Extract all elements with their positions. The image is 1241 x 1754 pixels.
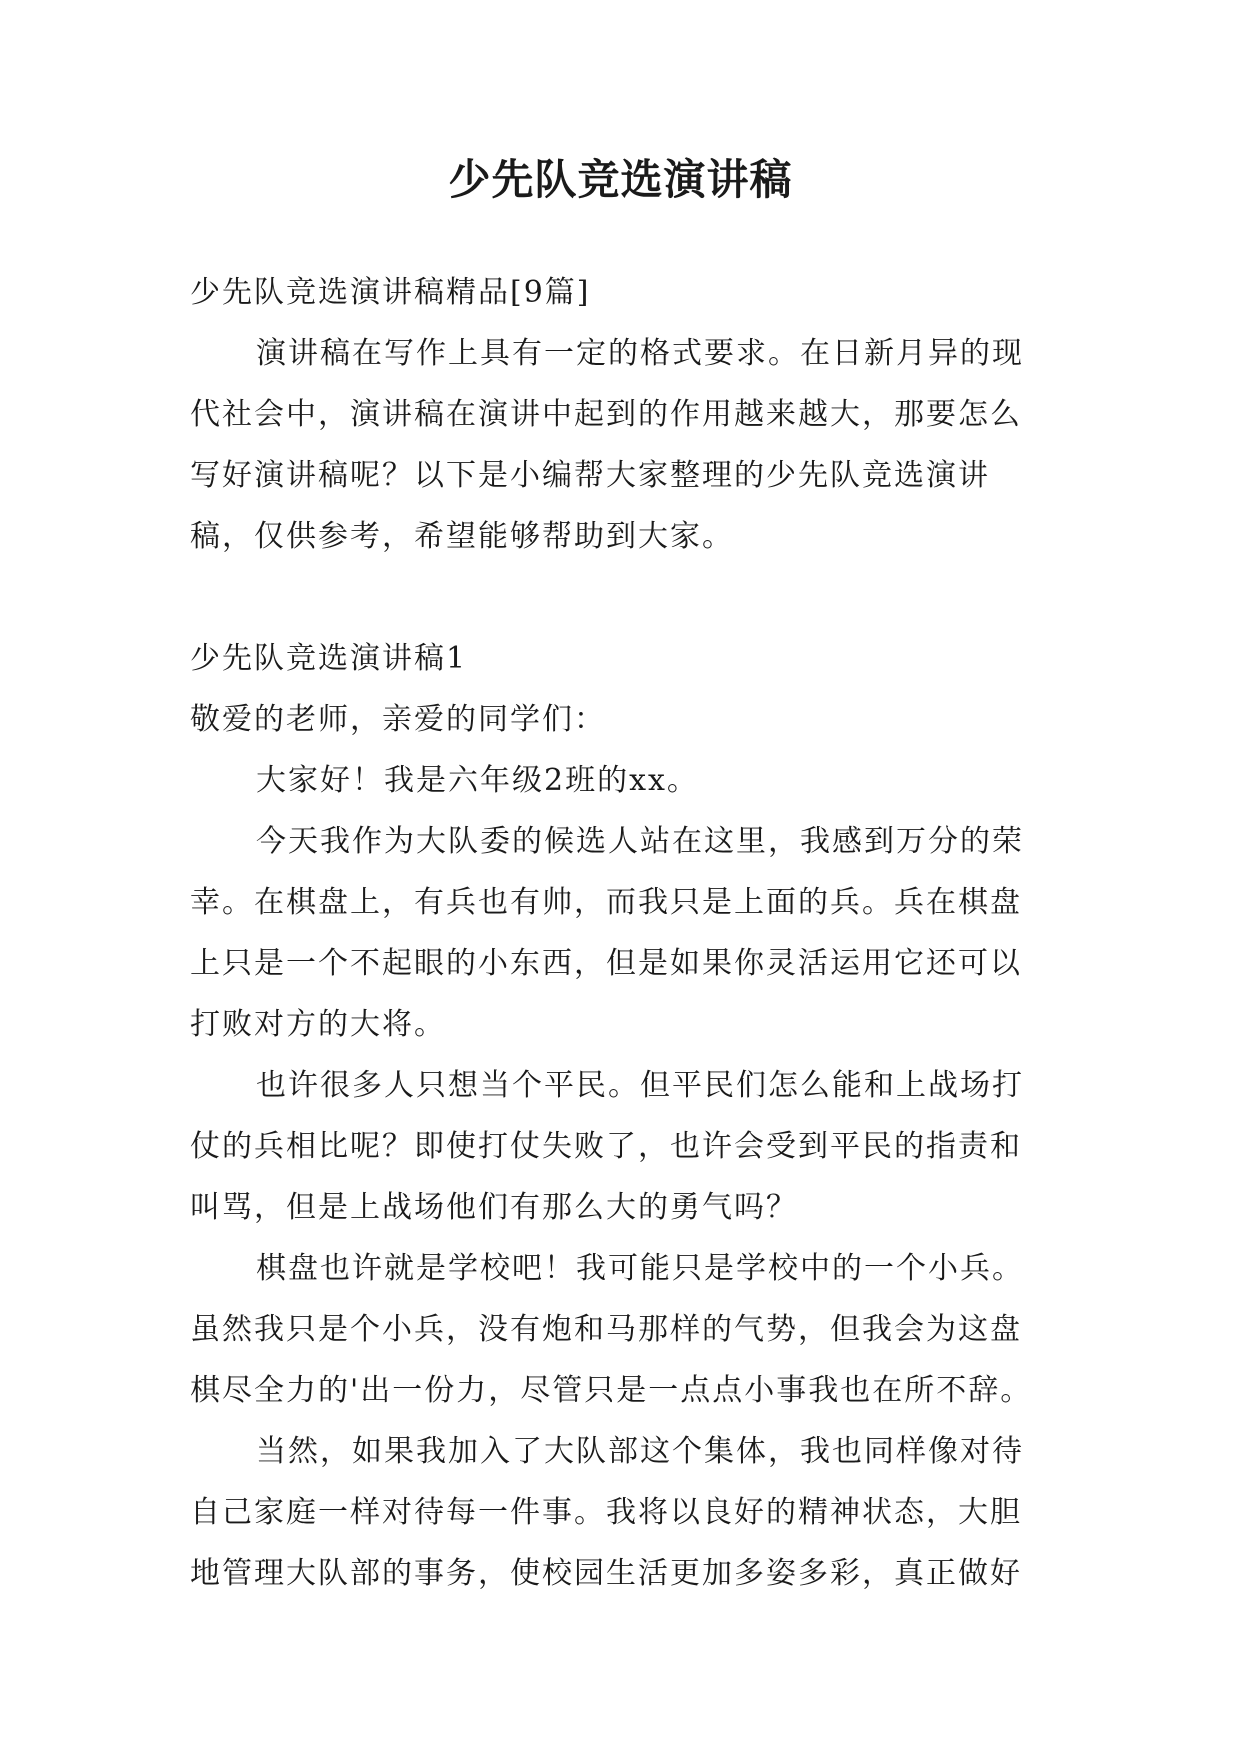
- paragraph-line: 棋盘也许就是学校吧！我可能只是学校中的一个小兵。: [256, 1251, 1024, 1286]
- paragraph-line: 虽然我只是个小兵，没有炮和马那样的气势，但我会为这盘: [190, 1312, 1022, 1347]
- paragraph-line: 棋尽全力的'出一份力，尽管只是一点点小事我也在所不辞。: [190, 1373, 1033, 1408]
- paragraph-line: 自己家庭一样对待每一件事。我将以良好的精神状态，大胆: [190, 1495, 1022, 1530]
- paragraph-line: 打败对方的大将。: [190, 1007, 446, 1042]
- greeting: 大家好！我是六年级2班的xx。: [256, 763, 699, 798]
- paragraph-line: 地管理大队部的事务，使校园生活更加多姿多彩，真正做好: [190, 1556, 1022, 1591]
- paragraph-line: 幸。在棋盘上，有兵也有帅，而我只是上面的兵。兵在棋盘: [190, 885, 1022, 920]
- document-body: [190, 262, 1070, 1604]
- intro-paragraph: [190, 323, 1070, 567]
- paragraph-line: 当然，如果我加入了大队部这个集体，我也同样像对待: [256, 1434, 1024, 1469]
- salutation: 敬爱的老师，亲爱的同学们：: [190, 702, 606, 737]
- page-title: 少先队竞选演讲稿: [448, 155, 793, 204]
- section-heading: 少先队竞选演讲稿1: [190, 641, 468, 676]
- paragraph-line: 也许很多人只想当个平民。但平民们怎么能和上战场打: [256, 1068, 1024, 1103]
- paragraph-line: 写好演讲稿呢？以下是小编帮大家整理的少先队竞选演讲: [190, 458, 990, 493]
- paragraph-line: 叫骂，但是上战场他们有那么大的勇气吗？: [190, 1190, 798, 1225]
- paragraph-line: 今天我作为大队委的候选人站在这里，我感到万分的荣: [256, 824, 1024, 859]
- document-subtitle: 少先队竞选演讲稿精品[9篇]: [190, 275, 591, 310]
- paragraph-line: 仗的兵相比呢？即使打仗失败了，也许会受到平民的指责和: [190, 1129, 1022, 1164]
- body-paragraph: [190, 1421, 1070, 1604]
- body-paragraph: [190, 1238, 1070, 1421]
- paragraph-line: 演讲稿在写作上具有一定的格式要求。在日新月异的现: [256, 336, 1024, 371]
- body-paragraph: [190, 1055, 1070, 1238]
- paragraph-line: 代社会中，演讲稿在演讲中起到的作用越来越大，那要怎么: [190, 397, 1022, 432]
- blank-line: [190, 567, 1070, 628]
- paragraph-line: 上只是一个不起眼的小东西，但是如果你灵活运用它还可以: [190, 946, 1022, 981]
- paragraph-line: 稿，仅供参考，希望能够帮助到大家。: [190, 519, 734, 554]
- body-paragraph: [190, 811, 1070, 1055]
